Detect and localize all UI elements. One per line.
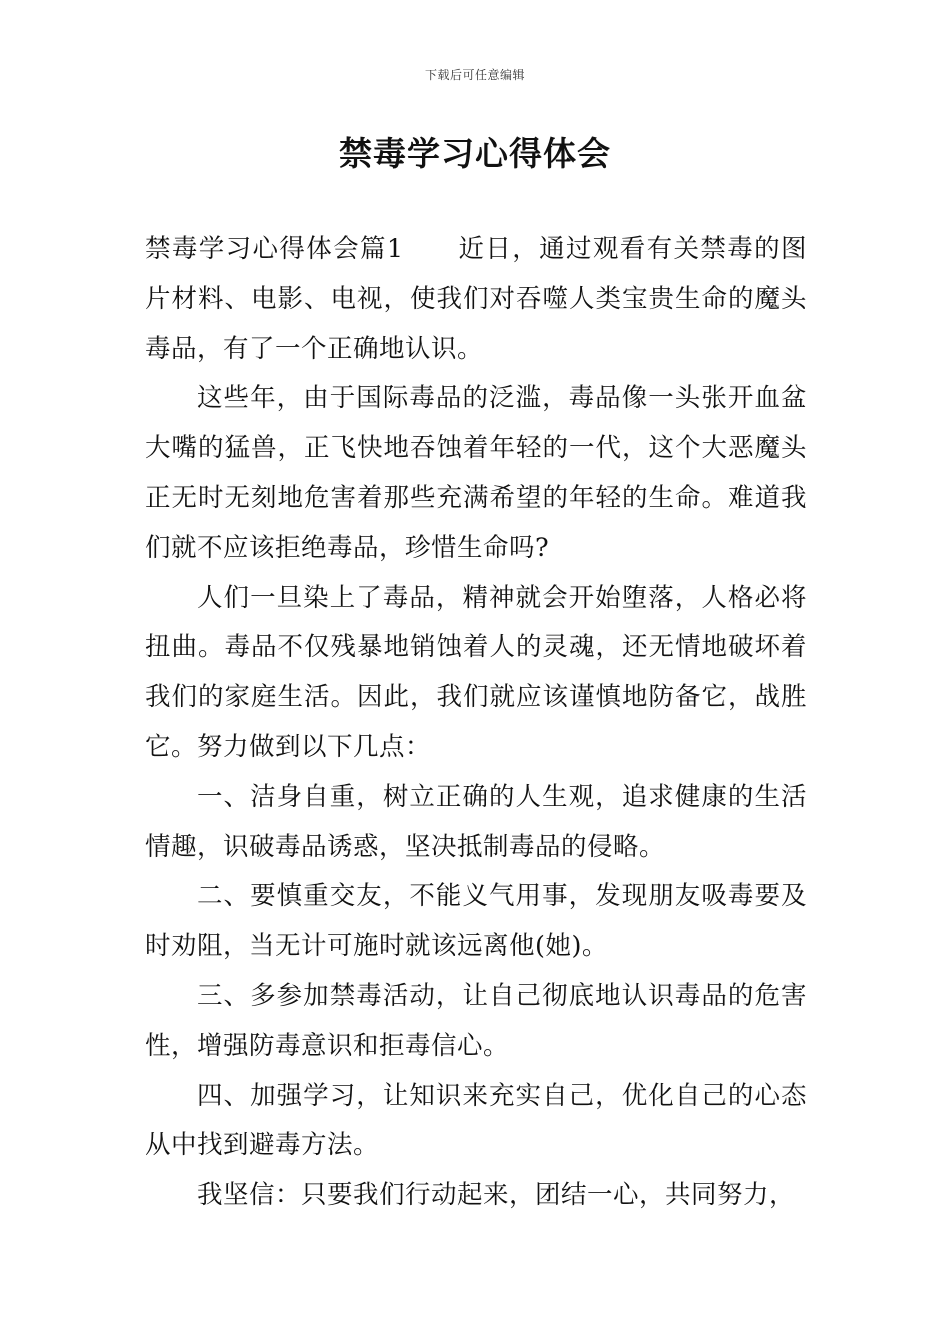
paragraph-6: 三、多参加禁毒活动，让自己彻底地认识毒品的危害性，增强防毒意识和拒毒信心。 [145,980,807,1061]
page-header-note: 下载后可任意编辑 [424,68,525,82]
paragraph-8: 我坚信：只要我们行动起来，团结一心，共同努力， [197,1180,796,1211]
paragraph-3: 人们一旦染上了毒品，精神就会开始堕落，人格必将扭曲。毒品不仅残暴地销蚀着人的灵魂，还无情地破坏着我们的家庭生活。因此，我们就应该谨慎地防备它，战胜它。努力做到以下几点： [145,582,807,762]
section-heading: 禁毒学习心得体会篇1 [145,234,404,264]
document-body [145,225,807,1221]
paragraph-7: 四、加强学习，让知识来充实自己，优化自己的心态从中找到避毒方法。 [145,1080,807,1161]
paragraph-1 [145,225,807,374]
paragraph-2: 这些年，由于国际毒品的泛滥，毒品像一头张开血盆大嘴的猛兽，正飞快地吞蚀着年轻的一代，这个大恶魔头正无时无刻地危害着那些充满希望的年轻的生命。难道我们就不应该拒绝毒品，珍惜生命吗? [145,383,807,563]
paragraph-5: 二、要慎重交友，不能义气用事，发现朋友吸毒要及时劝阻，当无计可施时就该远离他(她)。 [145,881,807,962]
paragraph-4: 一、洁身自重，树立正确的人生观，追求健康的生活情趣，识破毒品诱惑，坚决抵制毒品的侵略。 [145,781,807,862]
paragraph-1-text: 近日，通过观看有关禁毒的图片材料、电影、电视，使我们对吞噬人类宝贵生命的魔头毒品，有了一个正确地认识。 [145,234,807,364]
document-title: 禁毒学习心得体会 [339,134,611,173]
